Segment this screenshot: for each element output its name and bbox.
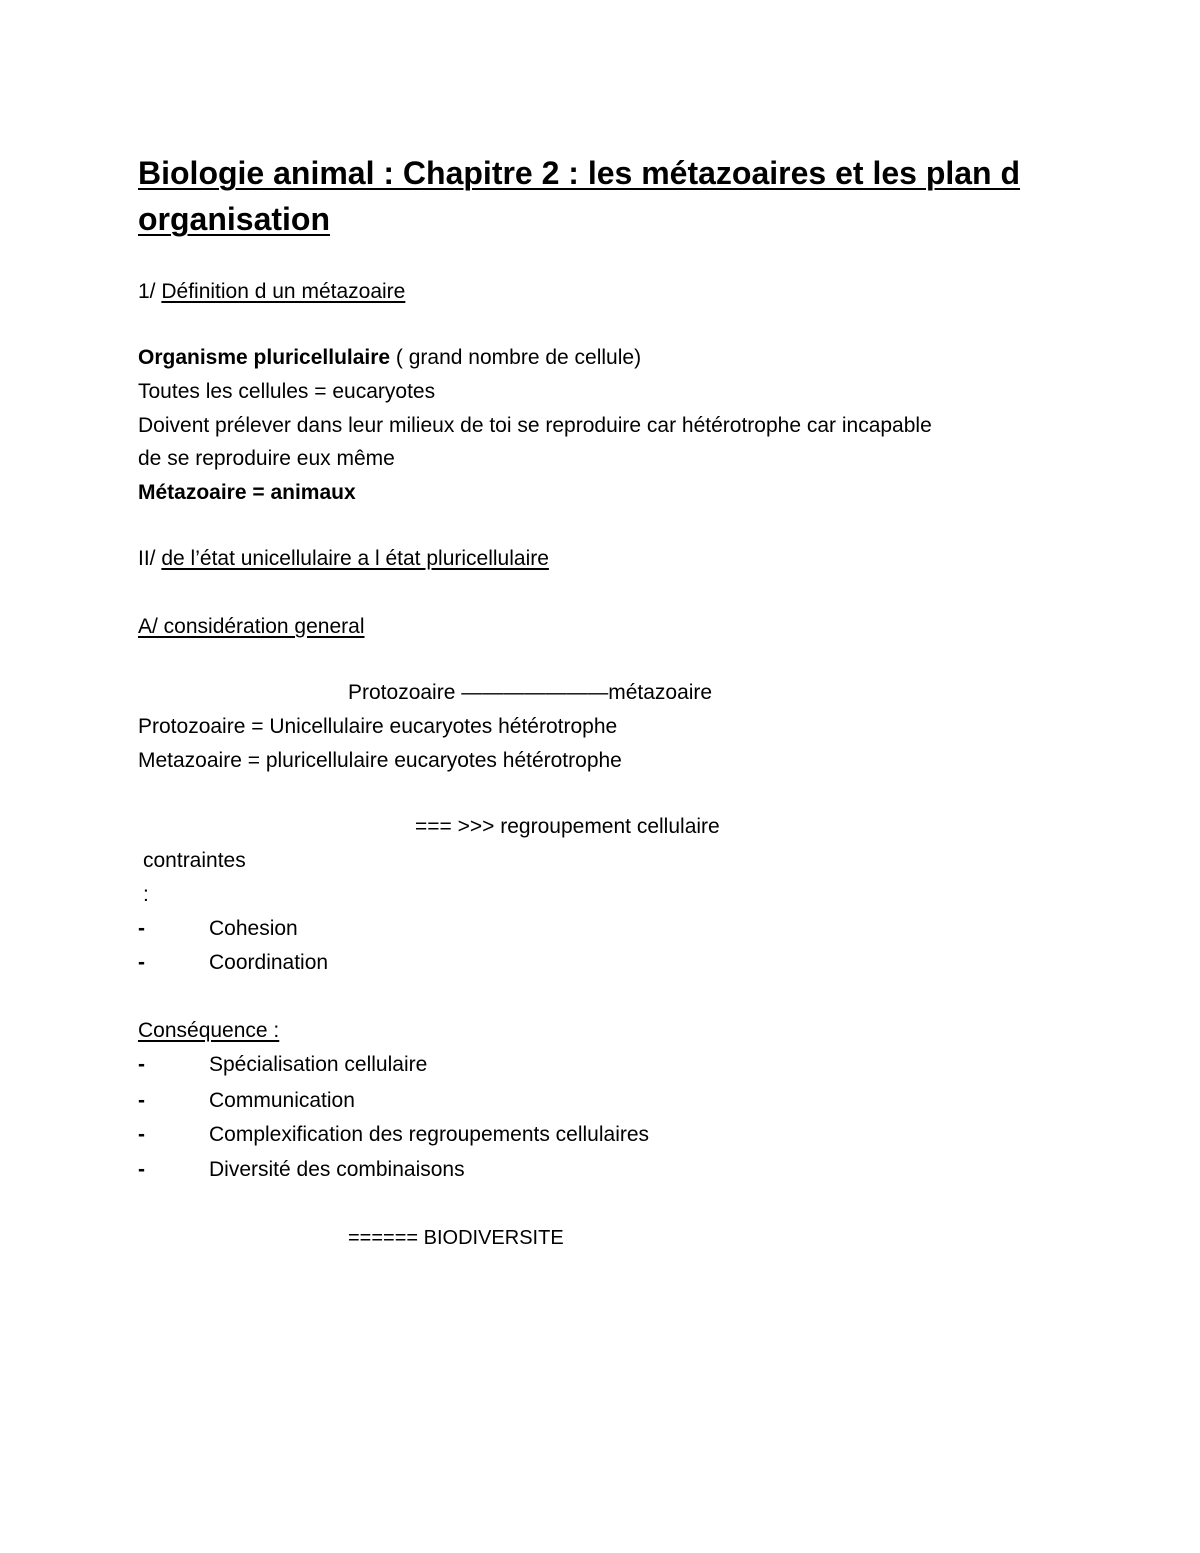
section2-heading-text: de l’état unicellulaire a l état pluricellulaire <box>161 547 549 570</box>
consequence-item: Complexification des regroupements cellulaires <box>209 1123 650 1146</box>
bullet-mark: - <box>138 1158 145 1181</box>
consequence-heading: Conséquence : <box>138 1019 280 1042</box>
section1-line3: Doivent prélever dans leur milieux de toi se reproduire car hétérotrophe car incapable <box>138 414 932 437</box>
protozoaire-definition: Protozoaire = Unicellulaire eucaryotes hétérotrophe <box>138 715 618 738</box>
contrainte-item: Cohesion <box>209 917 298 940</box>
bullet-mark: - <box>138 1089 145 1112</box>
metazoaire-definition: Metazoaire = pluricellulaire eucaryotes hétérotrophe <box>138 749 622 772</box>
organisme-bold: Organisme pluricellulaire <box>138 346 391 369</box>
consequence-item: Spécialisation cellulaire <box>209 1053 428 1076</box>
section1-line4: de se reproduire eux même <box>138 447 395 470</box>
consequence-item: Communication <box>209 1089 355 1112</box>
contraintes-label: contraintes <box>143 849 246 872</box>
contraintes-colon: : <box>143 883 149 906</box>
arrow-line: Protozoaire ———————métazoaire <box>348 681 713 704</box>
section2-number: II/ <box>138 547 156 570</box>
section1-line1 <box>138 345 641 371</box>
bullet-mark: - <box>138 951 145 974</box>
bullet-mark: - <box>138 1053 145 1076</box>
section1-line2: Toutes les cellules = eucaryotes <box>138 380 436 403</box>
document-title <box>138 150 1078 242</box>
section2-heading <box>138 546 549 572</box>
regroupement-line: === >>> regroupement cellulaire <box>415 815 720 838</box>
organisme-rest: ( grand nombre de cellule) <box>390 346 642 369</box>
bullet-mark: - <box>138 917 145 940</box>
consequence-item: Diversité des combinaisons <box>209 1158 465 1181</box>
contrainte-item: Coordination <box>209 951 329 974</box>
bullet-mark: - <box>138 1123 145 1146</box>
biodiversite-line: ====== BIODIVERSITE <box>348 1227 564 1249</box>
section1-heading <box>138 279 405 305</box>
title-text: Biologie animal : Chapitre 2 : les métazoaires et les plan d organisation <box>138 155 1021 237</box>
subsection-heading: A/ considération general <box>138 615 365 638</box>
section1-line5: Métazoaire = animaux <box>138 481 356 504</box>
section1-heading-text: Définition d un métazoaire <box>161 280 406 303</box>
section1-number: 1/ <box>138 280 156 303</box>
